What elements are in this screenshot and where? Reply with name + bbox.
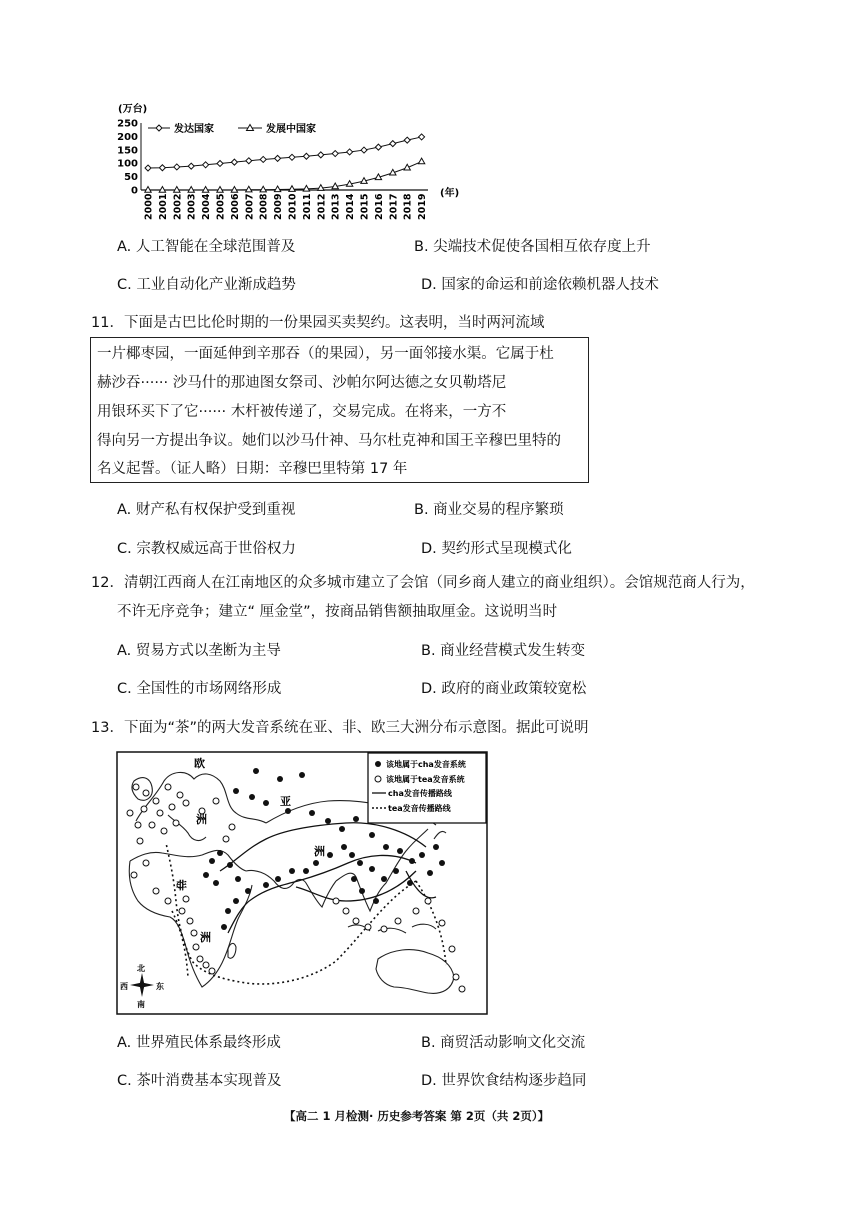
cha-place-dot [381, 876, 387, 882]
x-tick-label: 2011 [301, 193, 313, 220]
cha-place-dot [235, 876, 241, 882]
data-point-series-0 [246, 158, 252, 164]
data-point-series-0 [303, 153, 309, 159]
x-tick-label: 2015 [359, 193, 371, 220]
cha-place-dot [299, 772, 305, 778]
data-point-series-0 [289, 154, 295, 160]
q13-stem: 13．下面为“茶”的两大发音系统在亚、非、欧三大洲分布示意图。据此可说明 [91, 720, 589, 736]
contract-line-3: 用银环买下了它······ 木杆被传递了，交易完成。在将来，一方不 [97, 404, 507, 420]
data-point-series-1 [202, 187, 208, 193]
data-point-series-0 [419, 134, 425, 140]
data-point-series-0 [145, 165, 151, 171]
tea-place-dot [459, 986, 465, 992]
cha-place-dot [409, 858, 415, 864]
compass-south: 南 [137, 1000, 145, 1009]
q12-option-b: B. 商业经营模式发生转变 [421, 643, 586, 659]
x-tick-label: 2002 [172, 193, 184, 220]
map-label-ou: 欧 [194, 757, 205, 770]
tea-place-dot [353, 918, 359, 924]
data-point-series-1 [231, 187, 237, 193]
q12-option-d: D. 政府的商业政策较宽松 [421, 681, 587, 697]
cha-place-dot [309, 810, 315, 816]
q10-option-c: C. 工业自动化产业渐成趋势 [117, 277, 296, 293]
tea-place-dot [169, 804, 175, 810]
tea-place-dot [149, 822, 155, 828]
y-tick-label: 150 [117, 145, 138, 157]
tea-place-dot [153, 798, 159, 804]
tea-place-dot [135, 822, 141, 828]
legend-tea-route: tea发音传播路线 [388, 804, 451, 813]
data-point-series-1 [289, 186, 295, 192]
tea-place-dot [191, 930, 197, 936]
tea-place-dot [161, 828, 167, 834]
tea-place-dot [165, 898, 171, 904]
cha-place-dot [373, 898, 379, 904]
data-point-series-0 [404, 137, 410, 143]
q11-stem: 11．下面是古巴比伦时期的一份果园买卖契约。这表明，当时两河流域 [91, 315, 545, 331]
x-tick-label: 2001 [157, 193, 169, 220]
cha-place-dot [351, 876, 357, 882]
x-tick-label: 2012 [316, 193, 328, 220]
tea-place-dot [153, 888, 159, 894]
cha-place-dot [249, 794, 255, 800]
tea-place-dot [179, 908, 185, 914]
x-tick-label: 2005 [215, 193, 227, 220]
tea-place-dot [127, 810, 133, 816]
x-tick-label: 2016 [373, 193, 385, 220]
legend-developing: 发展中国家 [266, 124, 316, 135]
contract-line-1: 一片椰枣园，一面延伸到辛那吞（的果园），另一面邻接水渠。它属于杜 [97, 346, 554, 362]
data-point-series-1 [188, 187, 194, 193]
cha-place-dot [275, 876, 281, 882]
data-point-series-0 [375, 144, 381, 150]
cha-place-dot [253, 768, 259, 774]
tea-place-dot [381, 926, 387, 932]
x-tick-label: 2019 [417, 193, 429, 220]
compass-west: 西 [120, 982, 128, 991]
data-point-series-1 [260, 186, 266, 192]
cha-place-dot [245, 888, 251, 894]
cha-place-dot [263, 800, 269, 806]
tea-place-dot [137, 838, 143, 844]
tea-place-dot [209, 968, 215, 974]
data-point-series-0 [231, 159, 237, 165]
y-tick-label: 50 [124, 172, 138, 184]
tea-place-dot [449, 946, 455, 952]
tea-place-dot [395, 918, 401, 924]
data-point-series-0 [159, 165, 165, 171]
x-tick-label: 2000 [143, 193, 155, 220]
data-point-series-0 [275, 155, 281, 161]
tea-place-dot [365, 924, 371, 930]
tea-place-dot [333, 898, 339, 904]
chart-x-unit: (年) [440, 188, 460, 199]
data-point-series-1 [217, 187, 223, 193]
cha-place-dot [227, 862, 233, 868]
compass-north: 北 [137, 964, 145, 973]
map-label-fei: 非 [176, 879, 187, 892]
legend-tea-place: 该地属于tea发音系统 [386, 775, 465, 784]
x-tick-label: 2013 [330, 193, 342, 220]
contract-line-2: 赫沙吞······ 沙马什的那迪图女祭司、沙帕尔阿达德之女贝勒塔尼 [97, 375, 507, 391]
cha-place-dot [357, 860, 363, 866]
q13-option-a: A. 世界殖民体系最终形成 [117, 1035, 281, 1051]
tea-place-dot [413, 908, 419, 914]
x-tick-label: 2003 [186, 193, 198, 220]
x-tick-label: 2004 [201, 193, 213, 220]
q11-option-b: B. 商业交易的程序繁琐 [414, 502, 564, 518]
tea-place-dot [131, 872, 137, 878]
x-tick-label: 2009 [273, 193, 285, 220]
data-point-series-1 [274, 186, 280, 192]
q12-option-c: C. 全国性的市场网络形成 [117, 681, 282, 697]
map-label-ya: 亚 [280, 795, 291, 808]
cha-place-dot [327, 852, 333, 858]
cha-place-dot [221, 924, 227, 930]
cha-place-dot [427, 870, 433, 876]
q11-contract-box [90, 337, 589, 483]
contract-line-4: 得向另一方提出争议。她们以沙马什神、马尔杜克神和国王辛穆巴里特的 [97, 433, 561, 449]
tea-pronunciation-map [116, 751, 490, 1017]
cha-place-dot [397, 848, 403, 854]
data-point-series-0 [361, 147, 367, 153]
q10-option-a: A. 人工智能在全球范围普及 [117, 239, 296, 255]
y-tick-label: 200 [117, 131, 138, 143]
q12-stem-line-2: 不许无序竞争；建立“ 厘金堂”，按商品销售额抽取厘金。这说明当时 [117, 604, 558, 620]
data-point-series-1 [159, 187, 165, 193]
y-tick-label: 0 [131, 185, 138, 197]
q11-option-c: C. 宗教权威远高于世俗权力 [117, 541, 296, 557]
cha-place-dot [217, 850, 223, 856]
legend-cha-route: cha发音传播路线 [388, 789, 452, 798]
q10-option-d: D. 国家的命运和前途依赖机器人技术 [421, 277, 659, 293]
q13-option-d: D. 世界饮食结构逐步趋同 [421, 1073, 587, 1089]
cha-place-dot [285, 808, 291, 814]
chart-unit-label: (万台) [118, 104, 148, 115]
x-tick-label: 2007 [244, 193, 256, 220]
map-label-zhou-africa: 洲 [200, 931, 211, 944]
tea-place-dot [133, 784, 139, 790]
q13-option-c: C. 茶叶消费基本实现普及 [117, 1073, 282, 1089]
cha-place-dot [349, 852, 355, 858]
data-point-series-0 [203, 162, 209, 168]
tea-place-dot [193, 944, 199, 950]
x-tick-label: 2008 [258, 193, 270, 220]
series-line-0 [148, 137, 422, 168]
tea-place-dot [183, 800, 189, 806]
q11-option-d: D. 契约形式呈现模式化 [421, 541, 572, 557]
cha-place-dot [225, 908, 231, 914]
q11-option-a: A. 财产私有权保护受到重视 [117, 502, 296, 518]
cha-place-dot [359, 888, 365, 894]
y-tick-label: 250 [117, 118, 138, 130]
cha-place-dot [213, 880, 219, 886]
data-point-series-1 [145, 187, 151, 193]
cha-place-dot [233, 788, 239, 794]
tea-place-dot [183, 896, 189, 902]
y-tick-label: 100 [117, 158, 138, 170]
tea-place-dot [197, 956, 203, 962]
tea-place-dot [203, 962, 209, 968]
tea-place-dot [425, 898, 431, 904]
tea-place-dot [177, 792, 183, 798]
data-point-series-0 [347, 149, 353, 155]
cha-place-dot [353, 816, 359, 822]
data-point-series-0 [217, 160, 223, 166]
cha-place-dot [383, 844, 389, 850]
cha-place-dot [369, 832, 375, 838]
x-tick-label: 2010 [287, 193, 299, 220]
data-point-series-0 [318, 152, 324, 158]
tea-place-dot [173, 820, 179, 826]
cha-place-dot [313, 860, 319, 866]
cha-place-dot [203, 872, 209, 878]
q12-stem-line-1: 12．清朝江西商人在江南地区的众多城市建立了会馆（同乡商人建立的商业组织）。会馆规范商人行为， [91, 575, 755, 591]
tea-place-dot [223, 836, 229, 842]
x-tick-label: 2018 [402, 193, 414, 220]
cha-place-dot [433, 844, 439, 850]
data-point-series-0 [174, 164, 180, 170]
cha-place-dot [439, 860, 445, 866]
tea-place-dot [141, 806, 147, 812]
data-point-series-1 [246, 186, 252, 192]
cha-place-dot [339, 826, 345, 832]
data-point-series-0 [332, 151, 338, 157]
x-tick-label: 2006 [229, 193, 241, 220]
data-point-series-1 [303, 185, 309, 191]
tea-place-dot [213, 798, 219, 804]
cha-place-dot [407, 880, 413, 886]
q10-option-b: B. 尖端技术促使各国相互依存度上升 [414, 239, 651, 255]
tea-place-dot [453, 974, 459, 980]
tea-place-dot [229, 824, 235, 830]
cha-place-dot [209, 858, 215, 864]
legend-developed: 发达国家 [174, 124, 214, 135]
x-tick-label: 2014 [345, 193, 357, 220]
x-tick-label: 2017 [388, 193, 400, 220]
data-point-series-1 [418, 158, 424, 164]
cha-place-dot [263, 882, 269, 888]
tea-place-dot [165, 784, 171, 790]
q13-option-b: B. 商贸活动影响文化交流 [421, 1035, 586, 1051]
cha-place-dot [233, 898, 239, 904]
cha-place-dot [277, 776, 283, 782]
cha-place-dot [419, 852, 425, 858]
cha-place-dot [393, 868, 399, 874]
tea-place-dot [143, 860, 149, 866]
data-point-series-1 [174, 187, 180, 193]
map-legend [368, 753, 486, 823]
tea-place-dot [187, 918, 193, 924]
compass-east: 东 [156, 982, 164, 991]
data-point-series-0 [390, 141, 396, 147]
cha-place-dot [325, 818, 331, 824]
data-point-series-0 [188, 163, 194, 169]
cha-place-dot [369, 866, 375, 872]
tea-place-dot [157, 810, 163, 816]
contract-line-5: 名义起誓。（证人略）日期：辛穆巴里特第 17 年 [97, 461, 408, 477]
chart-legend [148, 122, 316, 135]
q12-option-a: A. 贸易方式以垄断为主导 [117, 643, 281, 659]
cha-place-dot [289, 868, 295, 874]
robot-chart [110, 98, 470, 228]
cha-place-dot [303, 868, 309, 874]
data-point-series-0 [260, 156, 266, 162]
tea-place-dot [143, 790, 149, 796]
page-footer: 【高二 1 月检测· 历史参考答案 第 2页（共 2页）】 [284, 1109, 550, 1123]
map-label-zhou-asia: 洲 [314, 845, 325, 858]
map-label-zhou-europe: 洲 [196, 813, 207, 826]
tea-place-dot [439, 920, 445, 926]
legend-cha-place: 该地属于cha发音系统 [386, 760, 466, 769]
cha-place-dot [341, 844, 347, 850]
tea-place-dot [343, 908, 349, 914]
